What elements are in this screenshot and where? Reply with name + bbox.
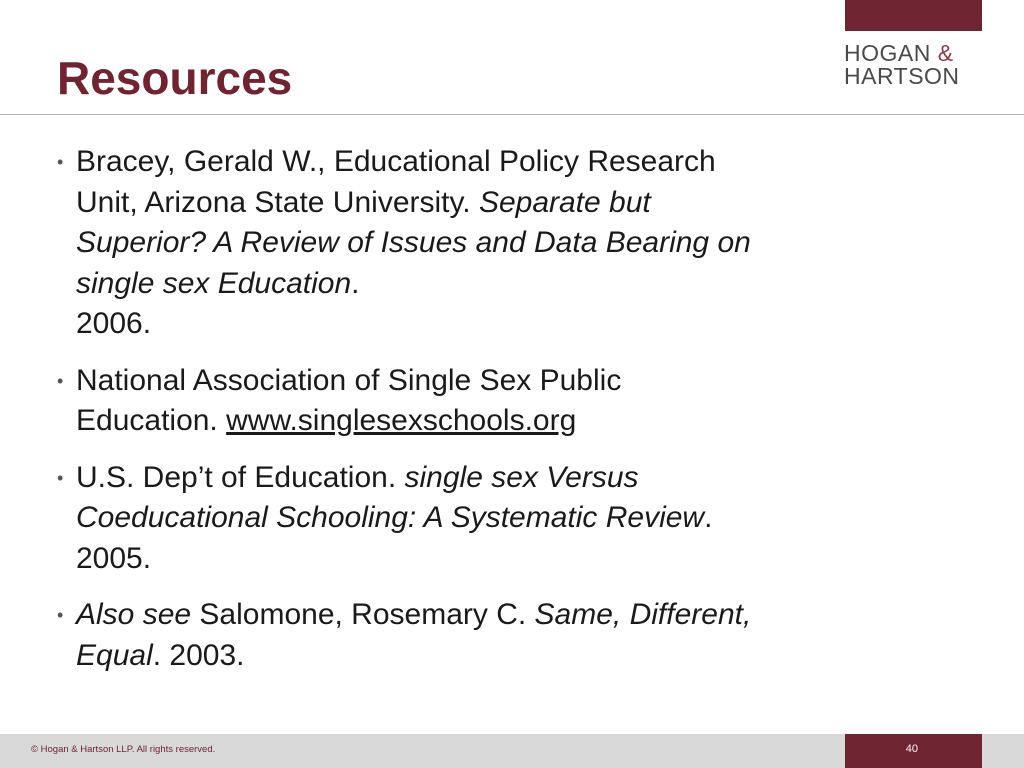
website-link[interactable]: www.singlesexschools.org — [226, 404, 577, 437]
resource-item-us-doe: • U.S. Dep’t of Education. single sex Versus Coeducational Schooling: A Systematic Review. 2005. — [57, 458, 757, 580]
bullet-icon: • — [57, 467, 64, 488]
citation-year: 2006. — [76, 307, 152, 340]
page-number: 40 — [905, 743, 918, 755]
citation-title: Separate but Superior? A Review of Issues and Data Bearing on single sex Education — [76, 185, 751, 300]
logo-line-1: HOGAN & — [844, 40, 954, 66]
resource-list — [57, 142, 757, 692]
bullet-icon: • — [57, 152, 64, 172]
logo-line-2: HARTSON — [844, 63, 960, 89]
citation-title: single sex Versus Coeducational Schooling: A Systematic Review — [76, 460, 705, 534]
resource-item-bracey: • Bracey, Gerald W., Educational Policy Research Unit, Arizona State University. Separate but Superior? A Review of Issues and Data Bearing on single sex Education. 2006. — [57, 142, 757, 345]
copyright-text: © Hogan & Hartson LLP. All rights reserved. — [31, 744, 216, 755]
hogan-hartson-logo — [844, 42, 980, 88]
resource-item-salomone: • Also see Salomone, Rosemary C. Same, Different, Equal. 2003. — [57, 595, 757, 676]
slide-title: Resources — [57, 52, 293, 104]
resource-item-nasspe: • National Association of Single Sex Public Education. www.singlesexschools.org — [57, 361, 757, 442]
bullet-icon: • — [57, 370, 64, 391]
top-accent-bar — [845, 0, 982, 31]
footer-bar — [0, 734, 1024, 768]
also-see-label: Also see — [76, 598, 192, 631]
page-number-box — [845, 734, 982, 768]
title-divider — [0, 114, 1024, 115]
logo-ampersand: & — [937, 40, 954, 66]
bullet-icon: • — [57, 605, 64, 625]
citation-title: Same, Different, Equal — [76, 598, 752, 672]
